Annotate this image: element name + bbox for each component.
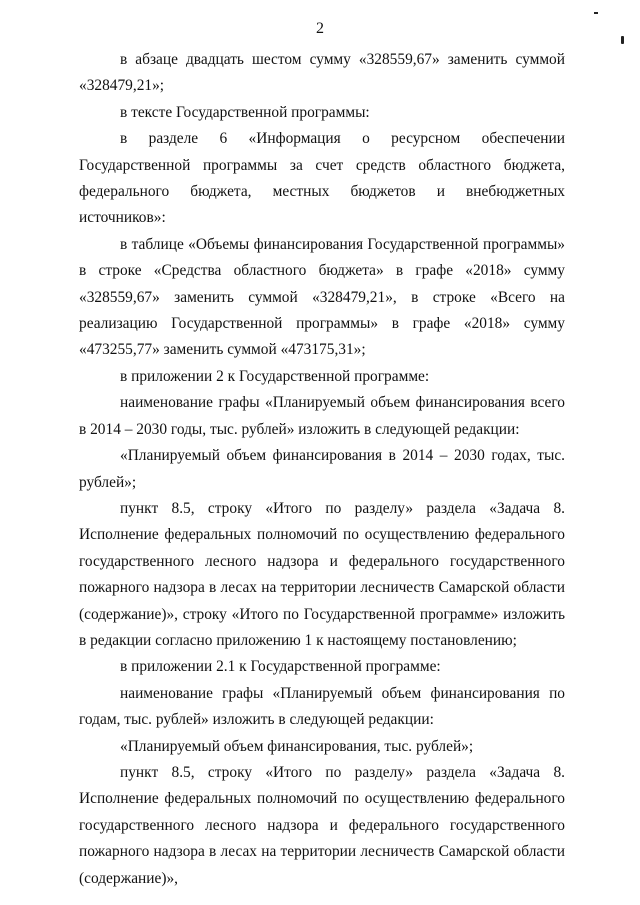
paragraph: «Планируемый объем финансирования, тыс. рублей»; xyxy=(120,737,474,755)
paragraph: наименование графы «Планируемый объем финансирования по годам, тыс. рублей» изложить в следующей редакции: xyxy=(79,684,565,729)
paragraph: наименование графы «Планируемый объем финансирования всего в 2014 – 2030 годы, тыс. рублей» изложить в следующей редакции: xyxy=(79,394,565,438)
paragraph: пункт 8.5, строку «Итого по разделу» раздела «Задача 8. Исполнение федеральных полномочий по осуществлению федерального государственного лесного надзора и федерального государственного пожарного надзора в лесах на территории лесничеств Самарской области (содержание)», xyxy=(79,763,565,887)
document-body xyxy=(79,47,565,892)
paragraph: в таблице «Объемы финансирования Государственной программы» в строке «Средства областного бюджета» в графе «2018» сумму «328559,67» заменить суммой «328479,21», в строке «Всего на реализацию Государственной программы» в графе «2018» сумму «473255,77» заменить суммой «473175,31»; xyxy=(79,235,565,359)
scan-speck xyxy=(621,36,624,44)
paragraph: «Планируемый объем финансирования в 2014 – 2030 годах, тыс. рублей»; xyxy=(79,447,565,491)
paragraph: в тексте Государственной программы: xyxy=(120,103,370,121)
paragraph: в разделе 6 «Информация о ресурсном обеспечении Государственной программы за счет средств областного бюджета, федерального бюджета, местных бюджетов и внебюджетных источников»: xyxy=(79,130,565,227)
page-number: 2 xyxy=(316,20,324,37)
paragraph: в приложении 2 к Государственной программе: xyxy=(120,367,430,385)
paragraph: пункт 8.5, строку «Итого по разделу» раздела «Задача 8. Исполнение федеральных полномочий по осуществлению федерального государственного лесного надзора и федерального государственного пожарного надзора в лесах на территории лесничеств Самарской области (содержание)», строку «Итого по Государственной программе» изложить в редакции согласно приложению 1 к настоящему постановлению; xyxy=(79,499,565,649)
scan-speck xyxy=(594,12,598,14)
paragraph: в приложении 2.1 к Государственной программе: xyxy=(120,658,441,676)
paragraph: в абзаце двадцать шестом сумму «328559,67» заменить суммой «328479,21»; xyxy=(79,51,565,95)
